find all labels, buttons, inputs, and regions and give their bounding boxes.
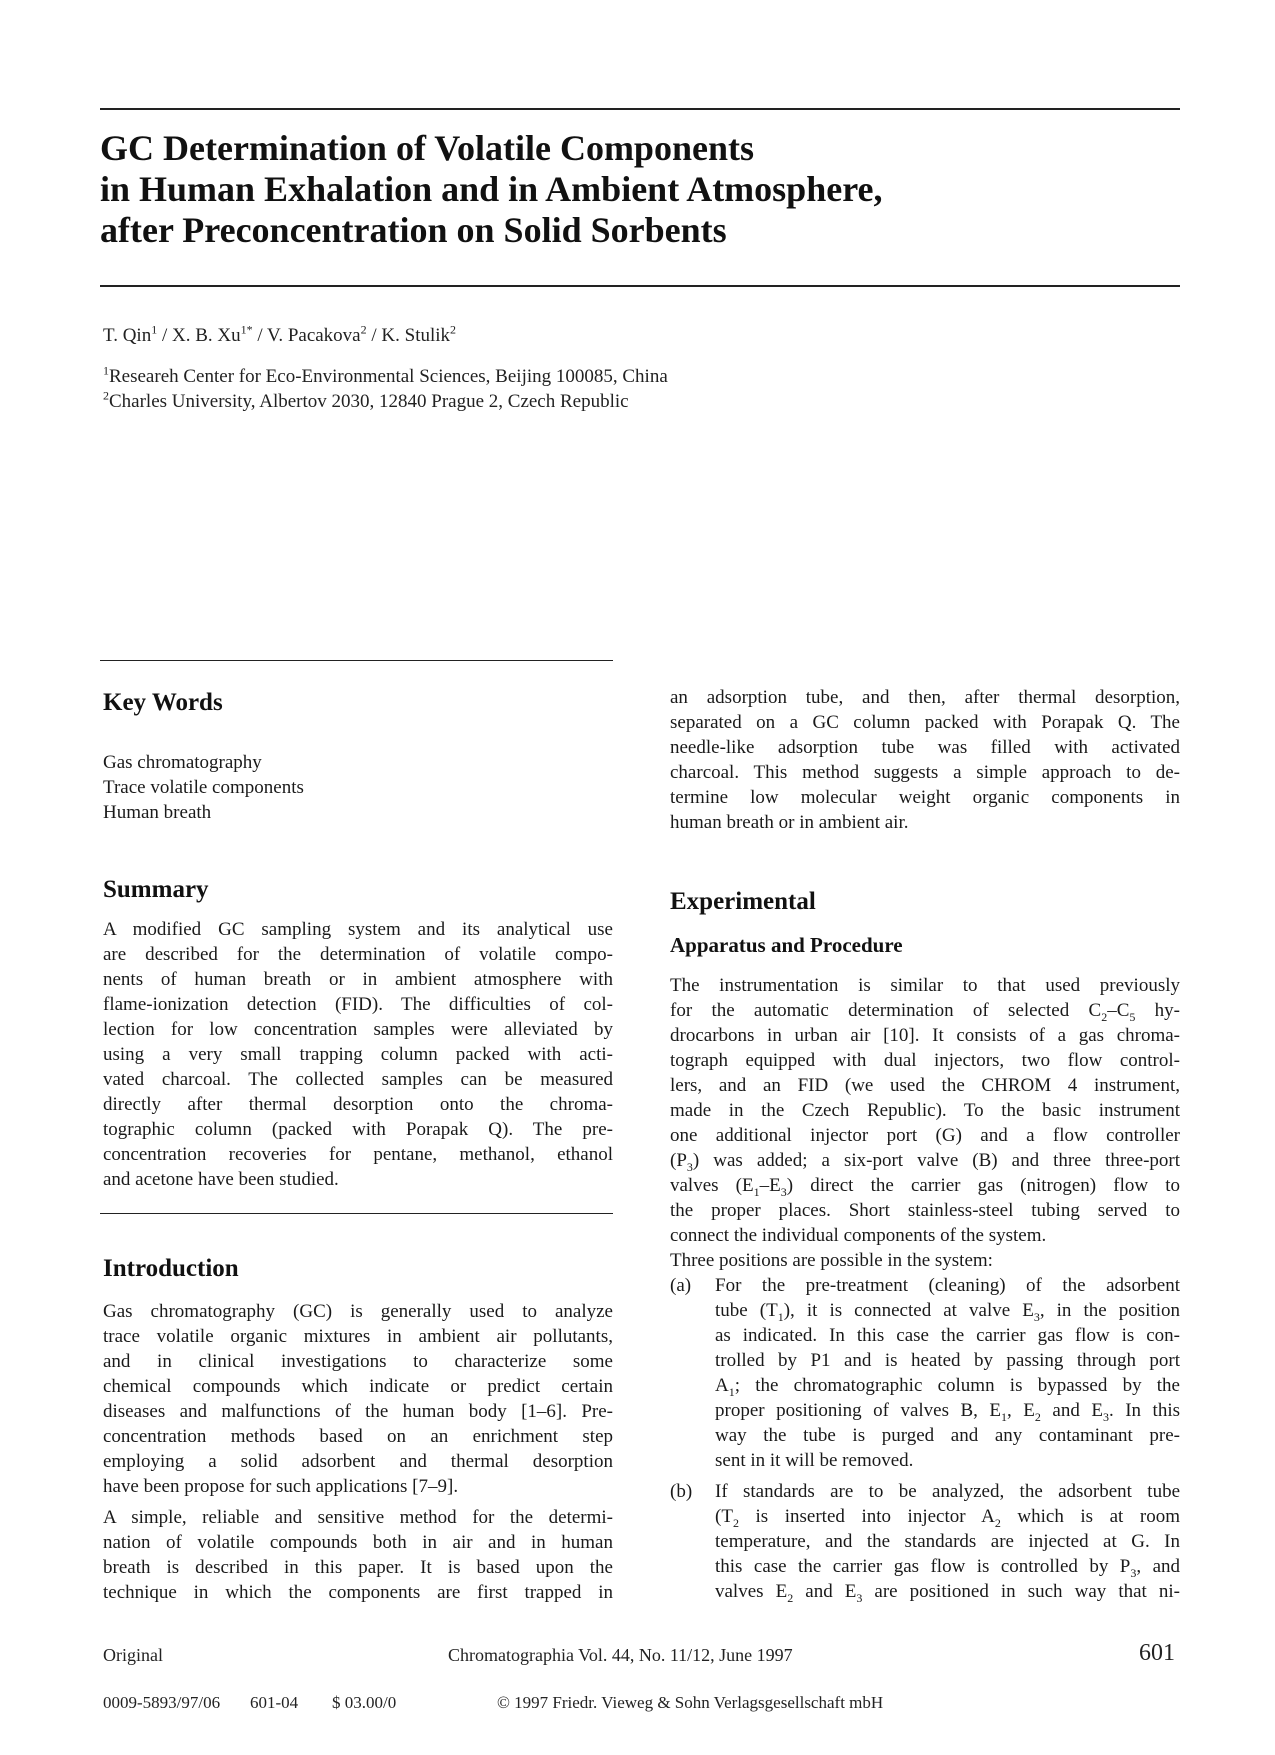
text-line bbox=[670, 1173, 1180, 1198]
affiliation-2-text: Charles University, Albertov 2030, 12840 Prague 2, Czech Republic bbox=[109, 391, 629, 412]
list-item-label: (b) bbox=[670, 1481, 693, 1502]
text-line bbox=[715, 1579, 1180, 1604]
text-line: flame-ionization detection (FID). The difficulties of col- bbox=[103, 994, 613, 1015]
text-fragment: hy- bbox=[1135, 1000, 1180, 1021]
text-line: charcoal. This method suggests a simple approach to de- bbox=[670, 762, 1180, 783]
price: $ 03.00/0 bbox=[332, 1693, 397, 1712]
text-line: made in the Czech Republic). To the basic instrument bbox=[670, 1100, 1180, 1121]
text-line: concentration methods based on an enrichment step bbox=[103, 1426, 613, 1447]
text-line: nation of volatile compounds both in air and in human bbox=[103, 1532, 613, 1553]
text-fragment: (P bbox=[670, 1150, 687, 1171]
text-line: an adsorption tube, and then, after thermal desorption, bbox=[670, 687, 1180, 708]
subscript: 1 bbox=[1001, 1409, 1008, 1424]
summary-text bbox=[103, 917, 613, 1192]
keywords-list bbox=[103, 750, 613, 825]
text-line: using a very small trapping column packed with acti- bbox=[103, 1044, 613, 1065]
affiliation-1-text: Researeh Center for Eco-Environmental Sciences, Beijing 100085, China bbox=[109, 366, 668, 387]
text-line bbox=[715, 1398, 1180, 1423]
subscript: 2 bbox=[1101, 1009, 1108, 1024]
top-rule bbox=[100, 108, 1180, 110]
text-line: have been propose for such applications [7–9]. bbox=[103, 1476, 459, 1497]
text-fragment: tube (T bbox=[715, 1300, 778, 1321]
text-line: Gas chromatography (GC) is generally used to analyze bbox=[103, 1301, 613, 1322]
experimental-text bbox=[670, 973, 1180, 1273]
text-fragment: proper positioning of valves B, E bbox=[715, 1400, 1002, 1421]
keywords-heading: Key Words bbox=[103, 689, 223, 716]
keywords-rule bbox=[100, 660, 613, 661]
subscript: 3 bbox=[780, 1184, 787, 1199]
author-1-affiliation: 1 bbox=[151, 322, 158, 337]
text-fragment: , E bbox=[1007, 1400, 1035, 1421]
text-line: If standards are to be analyzed, the adsorbent tube bbox=[715, 1481, 1180, 1502]
text-line: technique in which the components are first trapped in bbox=[103, 1582, 613, 1603]
text-line bbox=[715, 1554, 1180, 1579]
author-2: X. B. Xu bbox=[171, 325, 241, 346]
subscript: 1 bbox=[777, 1309, 784, 1324]
text-line: trace volatile organic mixtures in ambient air pollutants, bbox=[103, 1326, 613, 1347]
text-fragment: ; the chromatographic column is bypassed by the bbox=[734, 1375, 1180, 1396]
author-3: V. Pacakova bbox=[267, 325, 361, 346]
list-item-label: (a) bbox=[670, 1275, 692, 1296]
text-line: human breath or in ambient air. bbox=[670, 812, 909, 833]
list-item-a bbox=[670, 1273, 1180, 1473]
text-fragment: this case the carrier gas flow is controlled by P bbox=[715, 1556, 1131, 1577]
text-line: and in clinical investigations to characterize some bbox=[103, 1351, 613, 1372]
text-line: chemical compounds which indicate or predict certain bbox=[103, 1376, 613, 1397]
text-fragment: ), it is connected at valve E bbox=[783, 1300, 1034, 1321]
subscript: 3 bbox=[1130, 1565, 1137, 1580]
text-line: nents of human breath or in ambient atmosphere with bbox=[103, 969, 613, 990]
text-line: directly after thermal desorption onto the chroma- bbox=[103, 1094, 613, 1115]
text-fragment: and E bbox=[1040, 1400, 1103, 1421]
subscript: 2 bbox=[1034, 1409, 1041, 1424]
title-line-1: GC Determination of Volatile Components bbox=[100, 128, 754, 168]
text-line: vated charcoal. The collected samples can be measured bbox=[103, 1069, 613, 1090]
author-1: T. Qin bbox=[103, 325, 152, 346]
text-line: sent in it will be removed. bbox=[715, 1450, 914, 1471]
text-line bbox=[670, 998, 1180, 1023]
text-line: The instrumentation is similar to that used previously bbox=[670, 975, 1180, 996]
keyword-item: Trace volatile components bbox=[103, 777, 304, 798]
text-line: A modified GC sampling system and its analytical use bbox=[103, 919, 613, 940]
keyword-item: Human breath bbox=[103, 802, 212, 823]
subscript: 3 bbox=[856, 1590, 863, 1605]
text-line bbox=[670, 1148, 1180, 1173]
text-fragment: –C bbox=[1107, 1000, 1130, 1021]
affiliation-1 bbox=[103, 363, 668, 388]
text-line: For the pre-treatment (cleaning) of the adsorbent bbox=[715, 1275, 1180, 1296]
text-line: drocarbons in urban air [10]. It consists of a gas chroma- bbox=[670, 1025, 1180, 1046]
affiliation-2-number: 2 bbox=[103, 388, 109, 403]
keyword-item: Gas chromatography bbox=[103, 752, 262, 773]
text-line: diseases and malfunctions of the human body [1–6]. Pre- bbox=[103, 1401, 613, 1422]
text-fragment: which is at room bbox=[1000, 1506, 1180, 1527]
text-line: and acetone have been studied. bbox=[103, 1169, 339, 1190]
issn: 0009-5893/97/06 bbox=[103, 1693, 221, 1712]
text-line: are described for the determination of volatile compo- bbox=[103, 944, 613, 965]
text-line: the proper places. Short stainless-steel tubing served to bbox=[670, 1200, 1180, 1221]
text-line: tographic column (packed with Porapak Q). The pre- bbox=[103, 1119, 613, 1140]
text-line bbox=[715, 1373, 1180, 1398]
text-line: as indicated. In this case the carrier gas flow is con- bbox=[715, 1325, 1180, 1346]
subscript: 3 bbox=[686, 1159, 693, 1174]
article-type: Original bbox=[103, 1645, 163, 1665]
affiliation-1-number: 1 bbox=[103, 363, 109, 378]
text-fragment: ) was added; a six-port valve (B) and three three-port bbox=[692, 1150, 1180, 1171]
text-fragment: for the automatic determination of selected C bbox=[670, 1000, 1102, 1021]
subscript: 1 bbox=[753, 1184, 760, 1199]
subscript: 2 bbox=[732, 1515, 739, 1530]
author-list bbox=[103, 322, 457, 347]
text-line: connect the individual components of the system. bbox=[670, 1225, 1047, 1246]
title-line-2: in Human Exhalation and in Ambient Atmosphere, bbox=[100, 169, 883, 209]
text-line: termine low molecular weight organic components in bbox=[670, 787, 1180, 808]
author-4: K. Stulik bbox=[381, 325, 451, 346]
text-line: Three positions are possible in the system: bbox=[670, 1250, 993, 1271]
intro-continuation bbox=[670, 685, 1180, 835]
paper-title bbox=[100, 128, 1180, 251]
text-fragment: , and bbox=[1136, 1556, 1181, 1577]
text-fragment: A bbox=[715, 1375, 729, 1396]
affiliation-2 bbox=[103, 388, 629, 413]
list-item-b bbox=[670, 1479, 1180, 1604]
title-rule bbox=[100, 285, 1180, 287]
text-fragment: , in the position bbox=[1039, 1300, 1180, 1321]
text-line: lection for low concentration samples were alleviated by bbox=[103, 1019, 613, 1040]
introduction-text bbox=[103, 1299, 613, 1605]
subscript: 2 bbox=[994, 1515, 1001, 1530]
text-fragment: valves E bbox=[715, 1581, 788, 1602]
summary-heading: Summary bbox=[103, 876, 209, 903]
author-separator: / bbox=[366, 325, 382, 346]
author-separator: / bbox=[157, 325, 172, 346]
page-range: 601-04 bbox=[250, 1693, 299, 1712]
page-number: 601 bbox=[1139, 1640, 1175, 1666]
journal-citation: Chromatographia Vol. 44, No. 11/12, June 1997 bbox=[448, 1645, 793, 1665]
text-line: way the tube is purged and any contaminant pre- bbox=[715, 1425, 1180, 1446]
summary-rule bbox=[100, 1213, 613, 1214]
subscript: 1 bbox=[728, 1384, 735, 1399]
text-fragment: are positioned in such way that ni- bbox=[862, 1581, 1180, 1602]
text-line bbox=[715, 1298, 1180, 1323]
introduction-heading: Introduction bbox=[103, 1255, 239, 1282]
author-2-affiliation: 1* bbox=[240, 322, 253, 337]
text-line: employing a solid adsorbent and thermal desorption bbox=[103, 1451, 613, 1472]
text-line: one additional injector port (G) and a flow controller bbox=[670, 1125, 1180, 1146]
title-line-3: after Preconcentration on Solid Sorbents bbox=[100, 210, 727, 250]
text-fragment: is inserted into injector A bbox=[738, 1506, 995, 1527]
subscript: 2 bbox=[787, 1590, 794, 1605]
text-line: concentration recoveries for pentane, methanol, ethanol bbox=[103, 1144, 613, 1165]
text-fragment: . In this bbox=[1108, 1400, 1181, 1421]
text-line: breath is described in this paper. It is based upon the bbox=[103, 1557, 613, 1578]
subscript: 3 bbox=[1033, 1309, 1040, 1324]
experimental-heading: Experimental bbox=[670, 888, 816, 915]
author-separator: / bbox=[252, 325, 268, 346]
copyright: © 1997 Friedr. Vieweg & Sohn Verlagsgesellschaft mbH bbox=[497, 1693, 884, 1712]
text-line: A simple, reliable and sensitive method for the determi- bbox=[103, 1507, 613, 1528]
text-line bbox=[715, 1504, 1180, 1529]
positions-list bbox=[670, 1273, 1180, 1604]
text-line: trolled by P1 and is heated by passing through port bbox=[715, 1350, 1180, 1371]
text-line: separated on a GC column packed with Porapak Q. The bbox=[670, 712, 1180, 733]
text-fragment: ) direct the carrier gas (nitrogen) flow to bbox=[786, 1175, 1180, 1196]
author-3-affiliation: 2 bbox=[360, 322, 367, 337]
subscript: 3 bbox=[1102, 1409, 1109, 1424]
text-fragment: and E bbox=[793, 1581, 857, 1602]
apparatus-subheading: Apparatus and Procedure bbox=[670, 933, 903, 957]
subscript: 5 bbox=[1129, 1009, 1136, 1024]
text-line: needle-like adsorption tube was filled with activated bbox=[670, 737, 1180, 758]
text-fragment: valves (E bbox=[670, 1175, 754, 1196]
text-fragment: –E bbox=[759, 1175, 781, 1196]
text-fragment: (T bbox=[715, 1506, 733, 1527]
author-4-affiliation: 2 bbox=[450, 322, 457, 337]
text-line: temperature, and the standards are injected at G. In bbox=[715, 1531, 1180, 1552]
text-line: lers, and an FID (we used the CHROM 4 instrument, bbox=[670, 1075, 1180, 1096]
text-line: tograph equipped with dual injectors, two flow control- bbox=[670, 1050, 1180, 1071]
